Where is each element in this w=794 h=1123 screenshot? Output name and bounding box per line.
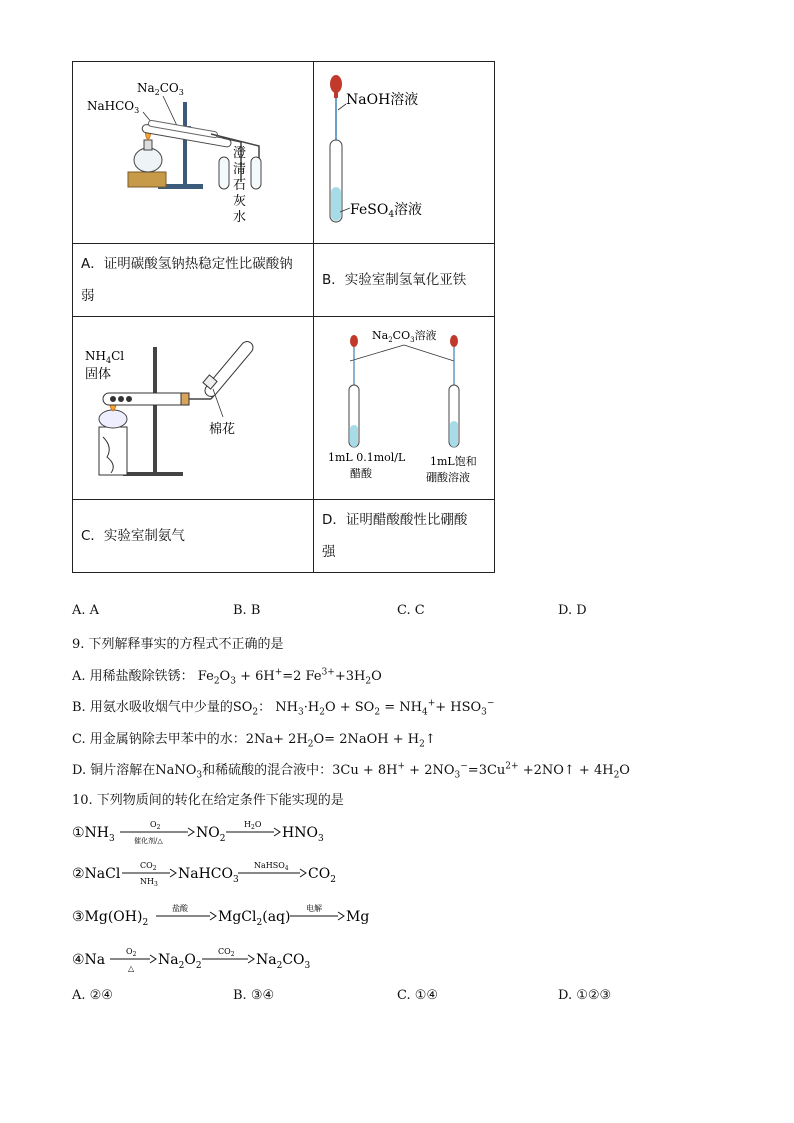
svg-text:Na2CO3: $Na_2CO_3$: [256, 952, 311, 971]
svg-text:CO2: $CO_2$: [218, 947, 235, 958]
caption-b: B．实验室制氢氧化亚铁: [322, 272, 467, 288]
q10-route-4[interactable]: [72, 947, 311, 973]
label-boric-acid: 硼酸溶液: [426, 471, 470, 484]
svg-text:NH3: $NH_3$: [140, 877, 158, 888]
q10-route-2[interactable]: [72, 861, 336, 888]
cell-c-figure: [73, 317, 314, 500]
q9-option-b[interactable]: [72, 696, 494, 718]
q9-stem: 9. 下列解释事实的方程式不正确的是: [72, 637, 284, 652]
q9-c-text: C. 用金属钠除去甲苯中的水：: [72, 732, 246, 747]
experiment-table: [72, 61, 495, 573]
label-feso4: FeSO$_4$溶液: [350, 202, 423, 220]
q9-b-text: B. 用氨水吸收烟气中少量的$SO_2$：: [72, 700, 272, 718]
cell-d-caption: [314, 500, 495, 573]
nahco3-heating-apparatus: [73, 62, 313, 239]
cell-c-caption: [73, 500, 314, 573]
q8-option-c[interactable]: C. C: [397, 603, 425, 618]
q9-a-equation: $Fe_2O_3 + 6H^+=2$ $Fe^{3+}+3H_2O$: [197, 667, 382, 687]
ferrous-hydroxide-apparatus: [314, 62, 494, 239]
q10-route-1[interactable]: [72, 820, 324, 845]
svg-text:①NH3: $①NH_3$: [72, 825, 115, 844]
svg-text:盐酸: 盐酸: [172, 904, 188, 913]
q10-route-3[interactable]: [72, 903, 369, 928]
svg-text:③Mg(OH)2: $③Mg(OH)_2$: [72, 909, 149, 928]
q9-option-d[interactable]: [72, 759, 630, 781]
label-na2co3: $Na_2CO_3$: [137, 81, 184, 97]
caption-a-line2: 弱: [81, 288, 95, 304]
label-solid: 固体: [85, 367, 112, 382]
q9-option-a[interactable]: [72, 665, 382, 687]
label-limewater: 澄 清 石 灰 水: [233, 146, 247, 225]
caption-a-line1: A．证明碳酸氢钠热稳定性比碳酸钠: [81, 256, 293, 272]
q10-option-b[interactable]: B. ③④: [233, 988, 275, 1003]
label-nahco3: NaHCO$_3$: [87, 99, 140, 115]
svg-text:CO2: $CO_2$: [140, 861, 157, 872]
q9-d-equation: $3Cu + 8H^+ + 2NO_3^-=3Cu^{2+}$ +2NO↑ + $4H_2O$: [332, 761, 630, 781]
svg-text:HNO3: $HNO_3$: [282, 825, 324, 844]
svg-text:△: △: [128, 964, 135, 973]
svg-text:O2: $O_2$: [126, 947, 137, 958]
caption-d-line2: 强: [322, 544, 336, 560]
label-acetic-acid: 醋酸: [350, 467, 372, 480]
label-nh4cl: $NH_4Cl$: [85, 349, 125, 365]
cell-a-caption: [73, 244, 314, 317]
q10-option-d[interactable]: D. ①②③: [558, 988, 612, 1003]
q8-option-d[interactable]: D. D: [558, 603, 587, 618]
q10-option-a[interactable]: A. ②④: [72, 988, 113, 1003]
q9-option-c[interactable]: [72, 728, 436, 750]
q9-d-text: D. 铜片溶解在NaNO$_3$和稀硫酸的混合液中：: [72, 763, 333, 781]
cell-a-figure: [73, 62, 314, 244]
svg-text:Na2O2: $Na_2O_2$: [158, 952, 202, 971]
label-right-volume: 1mL饱和: [430, 455, 477, 468]
svg-text:NaHCO3: NaHCO$_3$: [178, 866, 239, 885]
label-na2co3-solution: $Na_2CO_3$溶液: [372, 329, 437, 344]
q8-option-b[interactable]: B. B: [233, 603, 261, 618]
caption-d-line1: D．证明醋酸酸性比硼酸: [322, 512, 468, 528]
acidity-comparison-apparatus: [314, 317, 494, 495]
svg-text:催化剂/△: 催化剂/△: [134, 837, 163, 845]
label-naoh: NaOH溶液: [346, 92, 419, 108]
svg-text:Mg: Mg: [346, 909, 370, 925]
svg-text:NO2: $NO_2$: [196, 825, 226, 844]
label-left-volume: 1mL 0.1mol/L: [328, 451, 406, 464]
svg-text:②NaCl: ②NaCl: [72, 866, 121, 882]
svg-text:NaHSO4: NaHSO$_4$: [254, 861, 289, 872]
svg-text:电解: 电解: [306, 904, 322, 913]
q8-option-a[interactable]: A. A: [72, 603, 100, 618]
svg-text:CO2: $CO_2$: [308, 866, 336, 885]
q9-b-equation: $NH_3\cdot H_2O + SO_2 = NH_4^++ HSO_3^-$: [275, 698, 495, 718]
caption-c: C．实验室制氨气: [81, 528, 185, 544]
cell-d-figure: [314, 317, 495, 500]
cell-b-figure: [314, 62, 495, 244]
q10-option-c[interactable]: C. ①④: [397, 988, 439, 1003]
q10-conversions: [72, 815, 492, 980]
svg-text:H2O: $H_2O$: [244, 820, 262, 831]
q9-c-equation: $2Na+ 2H_2O=$ 2NaOH + $H_2↑$: [245, 732, 436, 750]
svg-text:④Na: ④Na: [72, 952, 106, 968]
svg-text:O2: $O_2$: [150, 820, 161, 831]
svg-text:MgCl2(aq): MgCl$_2$(aq): [218, 909, 291, 928]
cell-b-caption: [314, 244, 495, 317]
q9-a-text: A. 用稀盐酸除铁锈：: [72, 669, 194, 684]
ammonia-preparation-apparatus: [73, 317, 313, 495]
q10-stem: 10. 下列物质间的转化在给定条件下能实现的是: [72, 793, 344, 808]
label-cotton: 棉花: [209, 422, 236, 437]
